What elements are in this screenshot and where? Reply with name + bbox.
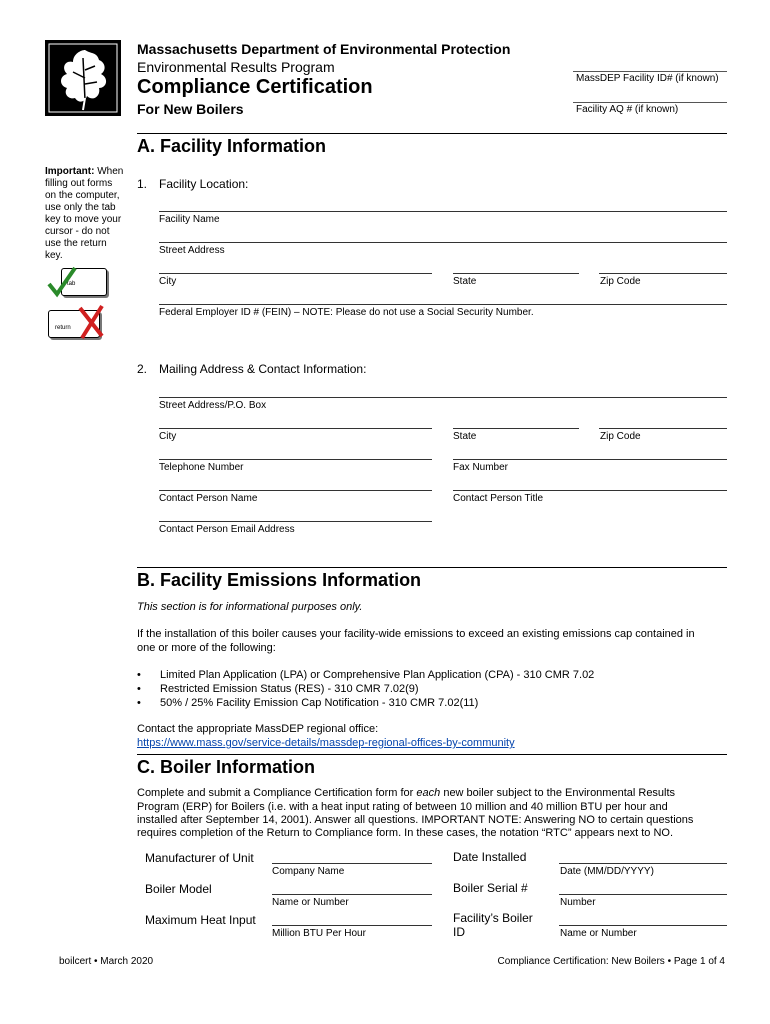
massdep-logo [45,40,121,116]
agency-name: Massachusetts Department of Environmental Protection [137,41,511,57]
important-line: use the return [45,238,107,249]
contact-title-label: Contact Person Title [453,493,544,504]
important-note [45,166,130,262]
mailing-city-field[interactable] [159,428,432,429]
tab-key-label: tab [67,281,76,287]
contact-name-label: Contact Person Name [159,493,258,504]
return-key-label: return [55,325,71,331]
oak-leaf-icon [45,40,121,116]
company-name-sublabel: Company Name [272,866,345,877]
telephone-field[interactable] [159,459,432,460]
state-label: State [453,276,477,287]
important-line: cursor - do not [45,226,110,237]
manufacturer-label: Manufacturer of Unit [145,851,254,865]
mailing-city-label: City [159,431,177,442]
checkmark-icon [47,266,77,298]
city-field[interactable] [159,273,432,274]
footer-left: boilcert • March 2020 [59,956,154,967]
facility-boiler-id-field[interactable] [559,925,727,926]
max-heat-field[interactable] [272,925,432,926]
facility-aq-field[interactable] [573,102,727,103]
contact-email-field[interactable] [159,521,432,522]
boiler-serial-sublabel: Number [560,897,596,908]
page-title: Compliance Certification [137,76,373,98]
regional-office-note: Contact the appropriate MassDEP regional office: [137,723,379,735]
paragraph-text: Complete and submit a Compliance Certification form for [137,787,417,799]
manufacturer-field[interactable] [272,863,432,864]
contact-name-field[interactable] [159,490,432,491]
section-a-heading: A. Facility Information [137,136,327,156]
list-item: • 50% / 25% Facility Emission Cap Notification - 310 CMR 7.02(11) [137,696,594,710]
item-2-number: 2. [137,362,148,376]
date-format-sublabel: Date (MM/DD/YYYY) [560,866,654,877]
max-heat-sublabel: Million BTU Per Hour [272,928,366,939]
facility-boiler-id-line: ID [453,925,465,939]
mailing-zip-label: Zip Code [600,431,641,442]
zip-field[interactable] [599,273,727,274]
date-installed-field[interactable] [559,863,727,864]
facility-name-field[interactable] [159,211,727,212]
boiler-model-label: Boiler Model [145,882,212,896]
zip-label: Zip Code [600,276,641,287]
street-address-label: Street Address [159,245,225,256]
item-2-label: Mailing Address & Contact Information: [159,362,367,376]
return-key-illustration [48,304,108,340]
paragraph-emphasis: each [416,787,441,799]
item-1-label: Facility Location: [159,177,249,191]
program-name: Environmental Results Program [137,59,335,75]
boiler-serial-label: Boiler Serial # [453,881,528,895]
street-address-field[interactable] [159,242,727,243]
max-heat-label: Maximum Heat Input [145,913,256,927]
mailing-street-label: Street Address/P.O. Box [159,400,267,411]
section-b-rule [137,567,727,568]
footer-right: Compliance Certification: New Boilers • Page 1 of 4 [497,956,725,967]
section-b-paragraph-line: one or more of the following: [137,642,276,654]
city-label: City [159,276,177,287]
x-mark-icon [76,304,106,340]
facility-name-label: Facility Name [159,214,220,225]
important-line: key to move your [45,214,122,225]
section-c-heading: C. Boiler Information [137,757,316,777]
regional-office-link[interactable]: https://www.mass.gov/service-details/massdep-regional-offices-by-community [137,737,515,749]
facility-boiler-id-line: Facility’s Boiler [453,911,533,925]
emissions-cap-list [137,668,594,710]
date-installed-label: Date Installed [453,850,527,864]
boiler-model-field[interactable] [272,894,432,895]
boiler-model-sublabel: Name or Number [272,897,349,908]
section-c-paragraph-line: installed after September 14, 2001). Answer all questions. IMPORTANT NOTE: Answering NO to certain questions [137,814,694,826]
facility-boiler-id-label [453,911,533,939]
mailing-state-label: State [453,431,477,442]
page-subtitle: For New Boilers [137,101,244,117]
fein-label: Federal Employer ID # (FEIN) – NOTE: Please do not use a Social Security Number. [159,307,534,318]
fax-field[interactable] [453,459,727,460]
section-b-paragraph-line: If the installation of this boiler causes your facility-wide emissions to exceed an existing emissions cap contained in [137,628,695,640]
contact-title-field[interactable] [453,490,727,491]
mailing-zip-field[interactable] [599,428,727,429]
paragraph-text: new boiler subject to the Environmental Results [440,787,676,799]
fax-label: Fax Number [453,462,509,473]
section-c-rule [137,754,727,755]
section-b-note: This section is for informational purposes only. [137,601,363,613]
tab-key-illustration [47,266,107,298]
important-line: filling out forms [45,178,113,189]
mailing-street-field[interactable] [159,397,727,398]
important-line: use only the tab [45,202,116,213]
section-c-paragraph-line [137,787,675,799]
important-line: on the computer, [45,190,120,201]
list-item: • Restricted Emission Status (RES) - 310 CMR 7.02(9) [137,682,594,696]
section-a-rule [137,133,727,134]
item-1-number: 1. [137,177,148,191]
fein-field[interactable] [159,304,727,305]
important-line: key. [45,250,63,261]
boiler-serial-field[interactable] [559,894,727,895]
important-label: Important: [45,166,95,177]
facility-id-field[interactable] [573,71,727,72]
section-c-paragraph-line: requires completion of the Return to Compliance form. In these cases, the notation “RTC” appears next to NO. [137,827,674,839]
section-c-paragraph-line: Program (ERP) for Boilers (i.e. with a heat input rating of between 10 million and 40 million BTU per hour and [137,801,668,813]
state-field[interactable] [453,273,579,274]
facility-boiler-id-sublabel: Name or Number [560,928,637,939]
contact-email-label: Contact Person Email Address [159,524,295,535]
facility-id-label: MassDEP Facility ID# (if known) [576,73,719,84]
important-text: When [97,166,124,177]
telephone-label: Telephone Number [159,462,244,473]
facility-aq-label: Facility AQ # (if known) [576,104,679,115]
mailing-state-field[interactable] [453,428,579,429]
section-b-heading: B. Facility Emissions Information [137,570,422,590]
list-item: • Limited Plan Application (LPA) or Comprehensive Plan Application (CPA) - 310 CMR 7.02 [137,668,594,682]
